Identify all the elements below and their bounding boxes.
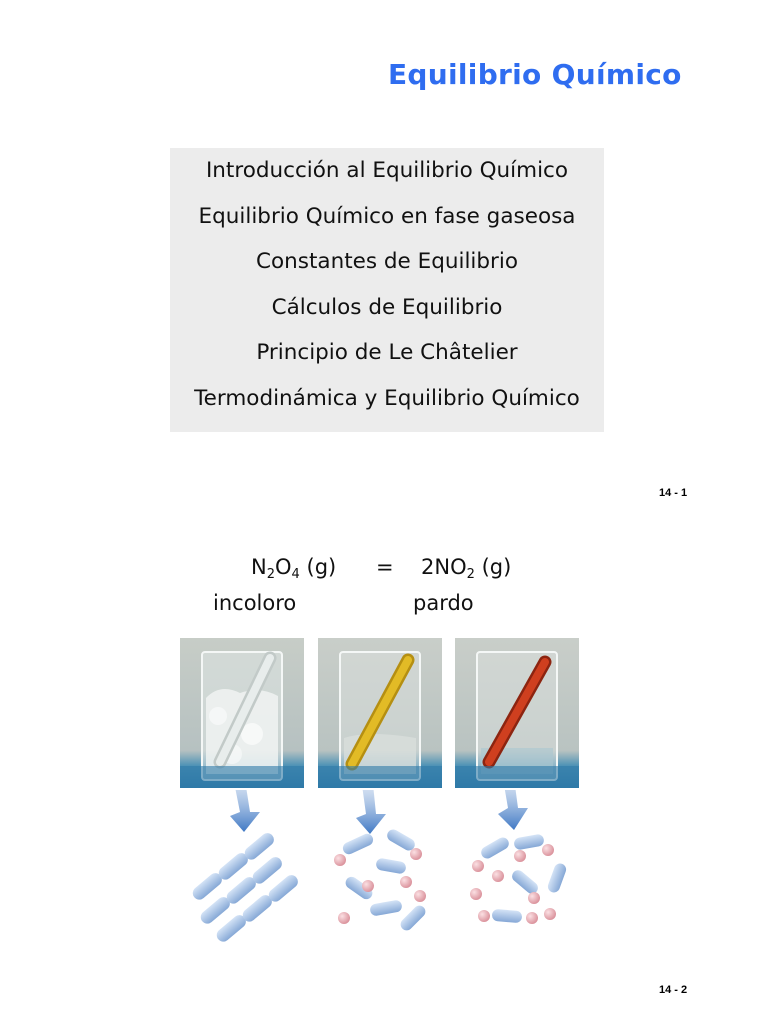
beaker-panel-hot: [455, 638, 579, 788]
formula-symbol: 2NO: [421, 555, 467, 579]
molecule-diagram: [180, 790, 578, 950]
n2o4-molecules-cold: [190, 830, 300, 944]
reactant-label: incoloro: [213, 591, 297, 615]
pointer-arrow: [356, 790, 386, 834]
pointer-arrow: [228, 790, 260, 832]
mixed-molecules-room: [334, 827, 428, 933]
formula-subscript: 2: [266, 567, 275, 582]
product-formula: [421, 555, 512, 582]
equals-sign: =: [376, 555, 394, 579]
mixed-molecules-hot: [470, 833, 568, 924]
formula-state: (g): [481, 555, 512, 579]
topic-item: Equilibrio Químico en fase gaseosa: [198, 203, 576, 229]
topic-item: Cálculos de Equilibrio: [271, 294, 503, 320]
formula-state: (g): [306, 555, 337, 579]
beaker-panel-room: [318, 638, 442, 788]
topic-item: Termodinámica y Equilibrio Químico: [194, 385, 580, 411]
product-label: pardo: [413, 591, 474, 615]
page-number: 14 - 2: [659, 984, 688, 996]
reactant-formula: [251, 555, 337, 582]
topic-item: Principio de Le Châtelier: [256, 340, 518, 365]
formula-subscript: 2: [466, 567, 475, 582]
formula-symbol: O: [275, 555, 292, 579]
pointer-arrow: [498, 790, 528, 830]
beaker-panel-cold: [180, 638, 304, 788]
formula-symbol: N: [251, 555, 267, 579]
page-title: Equilibrio Químico: [388, 58, 682, 91]
page-number: 14 - 1: [659, 487, 688, 499]
formula-subscript: 4: [291, 567, 300, 582]
topic-item: Introducción al Equilibrio Químico: [205, 158, 569, 183]
topic-item: Constantes de Equilibrio: [255, 249, 519, 274]
beaker-photos: [180, 638, 578, 788]
topic-list: [170, 148, 604, 432]
